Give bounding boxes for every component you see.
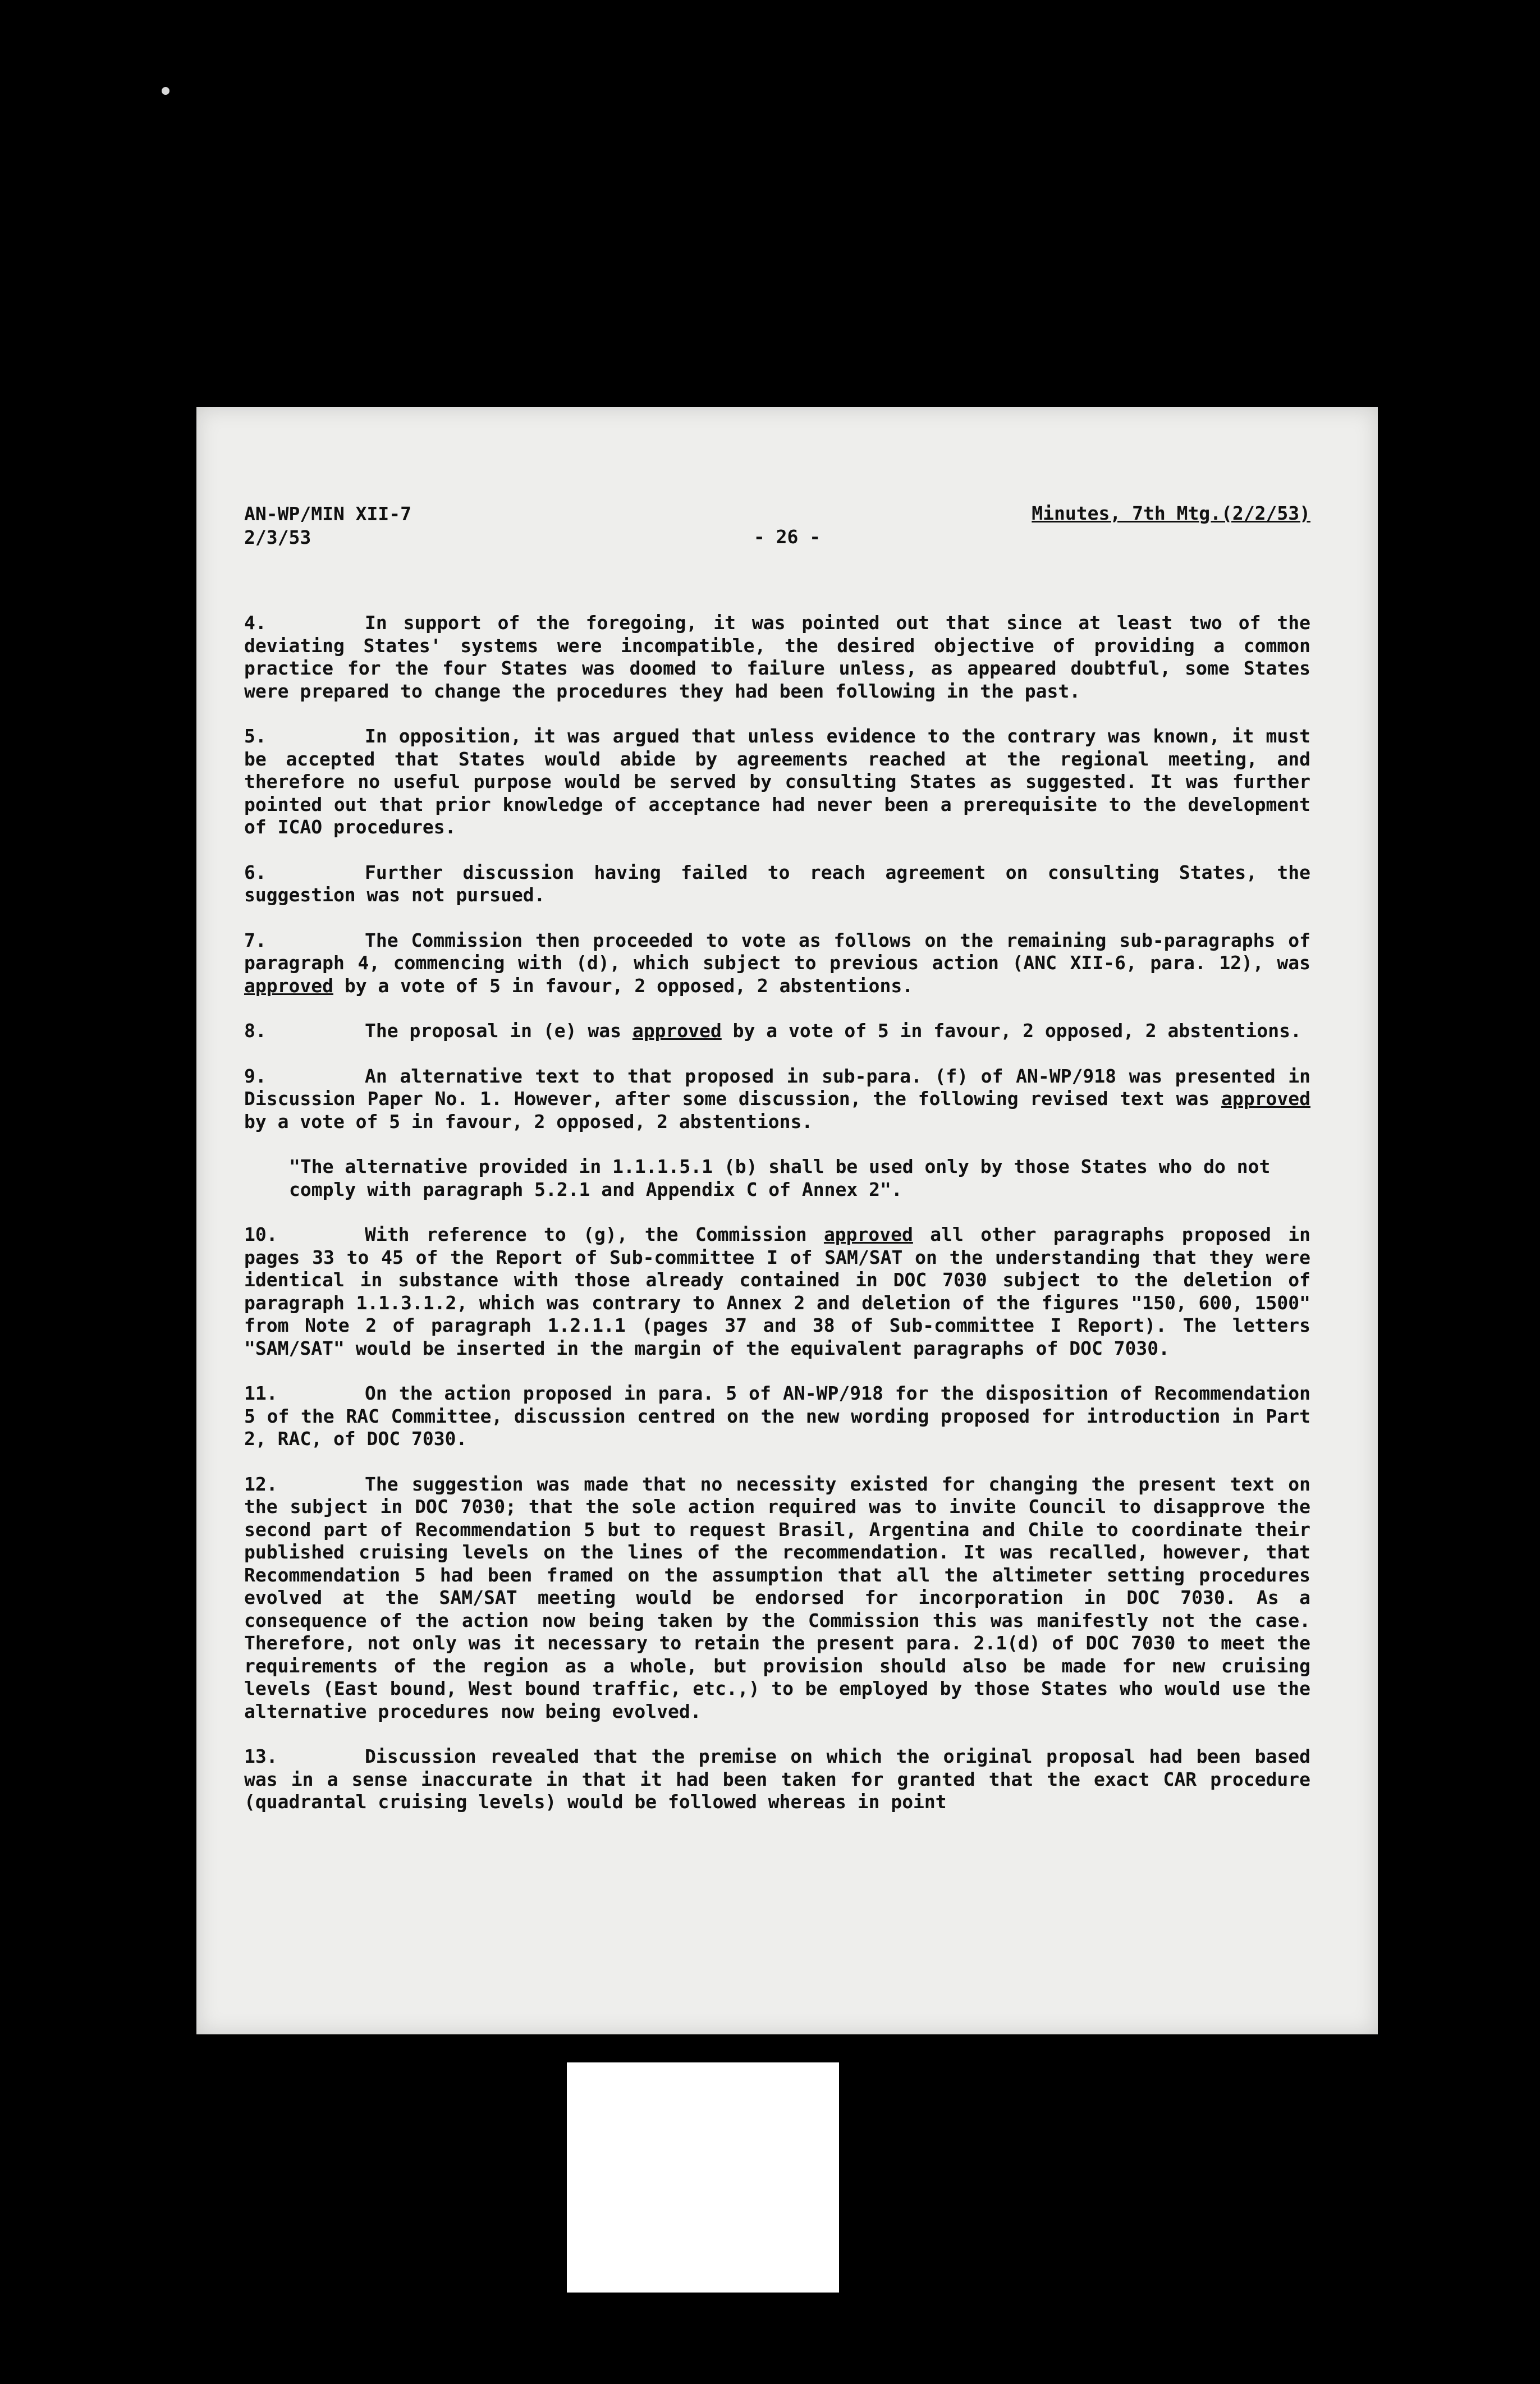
- document-date: 2/3/53: [244, 526, 311, 548]
- quoted-revised-text: "The alternative provided in 1.1.1.5.1 (b) shall be used only by those States who do not comply with paragraph 5.2.1 and Appendix C of Annex 2".: [289, 1156, 1271, 1200]
- paragraph-text-before: The proposal in (e) was: [365, 1020, 632, 1042]
- minutes-body: [244, 612, 1310, 1836]
- paragraph-4: [244, 612, 1310, 703]
- paragraph-6: [244, 861, 1310, 907]
- paragraph-text: In support of the foregoing, it was pointed out that since at least two of the deviating States' systems were incompatible, the desired objective of providing a common practice for the four States was doomed to failure unless, as appeared doubtful, some States were prepared to change the procedures they had been following in the past.: [244, 612, 1310, 702]
- minutes-reference: Minutes, 7th Mtg.(2/2/53): [1032, 502, 1310, 524]
- approved-underlined: approved: [632, 1020, 722, 1042]
- paragraph-5: [244, 725, 1310, 839]
- paragraph-number: 8.: [244, 1020, 267, 1042]
- document-code: AN-WP/MIN XII-7: [244, 503, 412, 525]
- paragraph-number: 11.: [244, 1382, 278, 1404]
- paragraph-number: 9.: [244, 1065, 267, 1087]
- page-number: - 26 -: [753, 526, 821, 548]
- paragraph-number: 13.: [244, 1745, 278, 1767]
- paragraph-number: 12.: [244, 1473, 278, 1495]
- document-page: [196, 407, 1378, 2034]
- paragraph-11: [244, 1382, 1310, 1451]
- paragraph-number: 7.: [244, 929, 267, 951]
- paragraph-number: 6.: [244, 861, 267, 883]
- paragraph-number: 5.: [244, 725, 267, 747]
- paragraph-text-after: by a vote of 5 in favour, 2 opposed, 2 abstentions.: [721, 1020, 1301, 1042]
- paragraph-text: Further discussion having failed to reach agreement on consulting States, the suggestion was not pursued.: [244, 861, 1310, 906]
- blank-label-area: [567, 2062, 839, 2293]
- approved-underlined: approved: [244, 974, 333, 997]
- paragraph-text-after: all other paragraphs proposed in pages 33 to 45 of the Report of Sub-committee I of SAM/SAT on the understanding that they were identical in substance with those already contained in DOC 7030 subject to the deletion of paragraph 1.1.3.1.2, which was contrary to Annex 2 and deletion of the figures "150, 600, 1500" from Note 2 of paragraph 1.2.1.1 (pages 37 and 38 of Sub-committee I Report). The letters "SAM/SAT" would be inserted in the margin of the equivalent paragraphs of DOC 7030.: [244, 1223, 1310, 1359]
- paragraph-10: [244, 1223, 1310, 1360]
- paragraph-text-before: An alternative text to that proposed in sub-para. (f) of AN-WP/918 was presented in Discussion Paper No. 1. However, after some discussion, the following revised text was: [244, 1065, 1310, 1110]
- paragraph-text: The suggestion was made that no necessity existed for changing the present text on the subject in DOC 7030; that the sole action required was to invite Council to disapprove the second part of Recommendation 5 but to request Brasil, Argentina and Chile to coordinate their published cruising levels on the lines of the recommendation. It was recalled, however, that Recommendation 5 had been framed on the assumption that all the altimeter setting procedures evolved at the SAM/SAT meeting would be endorsed for incorporation in DOC 7030. As a consequence of the action now being taken by the Commission this was manifestly not the case. Therefore, not only was it necessary to retain the present para. 2.1(d) of DOC 7030 to meet the requirements of the region as a whole, but provision should also be made for new cruising levels (East bound, West bound traffic, etc.,) to be employed by those States who would use the alternative procedures now being evolved.: [244, 1473, 1310, 1722]
- scan-speck: [162, 87, 169, 95]
- paragraph-number: 4.: [244, 612, 267, 634]
- paragraph-text-before: The Commission then proceeded to vote as follows on the remaining sub-paragraphs of paragraph 4, commencing with (d), which subject to previous action (ANC XII-6, para. 12), was: [244, 929, 1310, 974]
- paragraph-8: [244, 1020, 1310, 1043]
- paragraph-text-after: by a vote of 5 in favour, 2 opposed, 2 abstentions.: [333, 974, 914, 997]
- paragraph-text-before: With reference to (g), the Commission: [365, 1223, 824, 1245]
- paragraph-text: Discussion revealed that the premise on which the original proposal had been based was in a sense inaccurate in that it had been taken for granted that the exact CAR procedure (quadrantal cruising levels) would be followed whereas in point: [244, 1745, 1310, 1813]
- paragraph-7: [244, 929, 1310, 998]
- paragraph-text: In opposition, it was argued that unless evidence to the contrary was known, it must be accepted that States would abide by agreements reached at the regional meeting, and therefore no useful purpose would be served by consulting States as suggested. It was further pointed out that prior knowledge of acceptance had never been a prerequisite to the development of ICAO procedures.: [244, 725, 1310, 838]
- paragraph-text: On the action proposed in para. 5 of AN-WP/918 for the disposition of Recommendation 5 of the RAC Committee, discussion centred on the new wording proposed for introduction in Part 2, RAC, of DOC 7030.: [244, 1382, 1310, 1450]
- paragraph-number: 10.: [244, 1223, 278, 1245]
- paragraph-13: [244, 1745, 1310, 1814]
- paragraph-12: [244, 1473, 1310, 1723]
- paragraph-text-after: by a vote of 5 in favour, 2 opposed, 2 abstentions.: [244, 1110, 813, 1133]
- approved-underlined: approved: [1221, 1088, 1310, 1110]
- approved-underlined: approved: [823, 1223, 913, 1245]
- paragraph-9: [244, 1065, 1310, 1134]
